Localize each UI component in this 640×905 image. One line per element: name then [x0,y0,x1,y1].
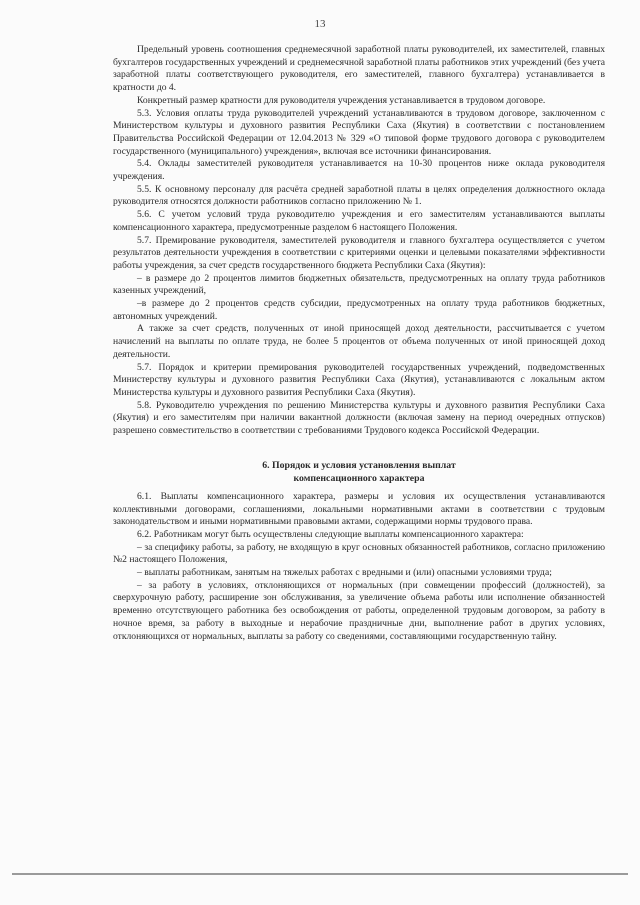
paragraph: – за работу в условиях, отклоняющихся от нормальных (при совмещении профессий (должностей), за сверхурочную работу, расширение зон обслуживания, за увеличение объема работы или исполнение обязанностей временно отсутствующего работника без освобождения от работы, определенной трудовым договором, за работу в ночное время, за работу в выходные и нерабочие праздничные дни, выполнение работ в других условиях, отклоняющихся от нормальных, выплаты за работу со сведениями, составляющими государственную тайну. [113,579,605,642]
paragraph: 6.2. Работникам могут быть осуществлены следующие выплаты компенсационного характера: [137,528,524,540]
paragraph: – за специфику работы, за работу, не входящую в круг основных обязанностей работников, согласно приложению №2 настоящего Положения, [113,541,605,566]
page-number: 13 [314,18,326,30]
paragraph: 6.1. Выплаты компенсационного характера, размеры и условия их осуществления устанавливаются коллективными договорами, соглашениями, локальными нормативными актами в соответствии с трудовым законодательством и иными нормативными правовыми актами, содержащими нормы трудового права. [113,490,605,528]
paragraph: 5.8. Руководителю учреждения по решению Министерства культуры и духовного развития Республики Саха (Якутия) и его заместителям при наличии вакантной должности (включая замену на период очередных отпусков) разрешено совместительство в соответствии с требованиями Трудового кодекса Российской Федерации. [113,399,605,437]
paragraph: – выплаты работникам, занятым на тяжелых работах с вредными и (или) опасными условиями труда; [137,567,552,579]
document-body [113,44,605,643]
paragraph: Предельный уровень соотношения среднемесячной заработной платы руководителей, их заместителей, главных бухгалтеров государственных учреждений и среднемесячной заработной платы работников этих учреждений (без учета заработной платы соответствующего руководителя, его заместителей, главного бухгалтера) устанавливается в кратности до 4. [113,44,605,94]
paragraph: –в размере до 2 процентов средств субсидии, предусмотренных на оплату труда работников бюджетных, автономных учреждений. [113,298,605,322]
paragraph: 5.3. Условия оплаты труда руководителей учреждений устанавливаются в трудовом договоре, заключенном с Министерством культуры и духовного развития Республики Саха (Якутия) в соответствии с постановлением Правительства Российской Федерации от 12.04.2013 № 329 «О типовой форме трудового договора с руководителем государственного (муниципального) учреждения», включая все источники финансирования. [113,107,605,157]
paragraph: Конкретный размер кратности для руководителя учреждения устанавливается в трудовом договоре. [137,94,546,106]
paragraph: А также за счет средств, полученных от иной приносящей доход деятельности, рассчитывается с учетом начислений на выплаты по оплате труда, не более 5 процентов от объема полученных от иной приносящей доход деятельности. [113,323,605,360]
section-heading [113,459,605,485]
scan-edge-line [12,873,628,875]
paragraph: 5.7. Порядок и критерии премирования руководителей государственных учреждений, подведомственных Министерству культуры и духовного развития Республики Саха (Якутия), устанавливаются с локальным актом Министерства культуры и духовного развития Республики Саха (Якутия). [113,361,605,398]
section-heading-line: 6. Порядок и условия установления выплат [262,459,456,471]
paragraph: 5.4. Оклады заместителей руководителя устанавливается на 10-30 процентов ниже оклада руководителя учреждения. [113,158,605,183]
paragraph: 5.5. К основному персоналу для расчёта средней заработной платы в целях определения должностного оклада руководителя относятся должности работников согласно приложению № 1. [113,183,605,208]
section-heading-line: компенсационного характера [293,472,425,484]
paragraph: 5.7. Премирование руководителя, заместителей руководителя и главного бухгалтера осуществляется с учетом результатов деятельности учреждения в соответствии с критериями оценки и целевыми показателями эффективности работы учреждения, за счет средств государственного бюджета Республики Саха (Якутия): [113,234,605,271]
paragraph: – в размере до 2 процентов лимитов бюджетных обязательств, предусмотренных на оплату труда работников казенных учреждений, [113,272,605,297]
paragraph: 5.6. С учетом условий труда руководителю учреждения и его заместителям устанавливаются выплаты компенсационного характера, предусмотренные разделом 6 настоящего Положения. [113,209,605,233]
